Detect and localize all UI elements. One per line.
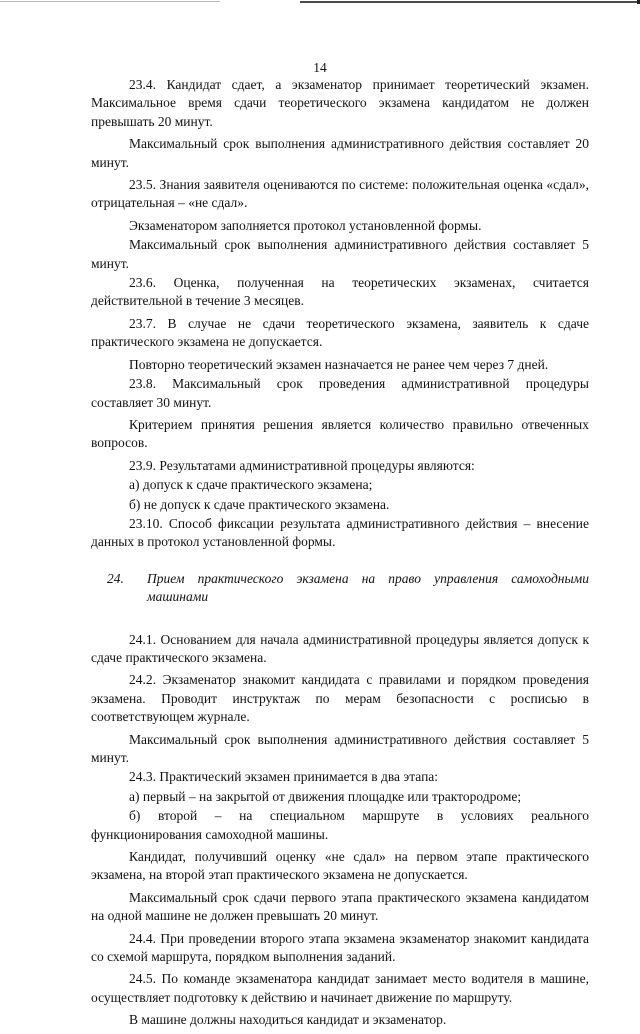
paragraph: Экзаменатором заполняется протокол установленной формы. bbox=[129, 217, 482, 233]
paragraph: 23.7. В случае не сдачи теоретического экзамена, заявитель к сдаче практического экзамена не допускается. bbox=[91, 315, 589, 350]
paragraph: 24.1. Основанием для начала административной процедуры является допуск к сдаче практического экзамена. bbox=[91, 631, 589, 665]
paragraph: 24.2. Экзаменатор знакомит кандидата с правилами и порядком проведения экзамена. Проводит инструктаж по мерам безопасности с росписью в соответствующем журнале. bbox=[91, 672, 589, 725]
page-number: 14 bbox=[313, 60, 327, 75]
paragraph: 24.5. По команде экзаменатора кандидат занимает место водителя в машине, осуществляет подготовку к действию и начинает движение по маршруту. bbox=[91, 971, 589, 1005]
section-number: 24. bbox=[107, 570, 124, 586]
paragraph: 23.4. Кандидат сдает, а экзаменатор принимает теоретический экзамен. Максимальное время сдачи теоретического экзамена кандидатом не должен превышать 20 минут. bbox=[91, 77, 589, 129]
paragraph: Повторно теоретический экзамен назначается не ранее чем через 7 дней. bbox=[129, 356, 549, 372]
paragraph: 23.8. Максимальный срок проведения административной процедуры составляет 30 минут. bbox=[91, 376, 589, 410]
paragraph: 23.6. Оценка, полученная на теоретических экзаменах, считается действительной в течение 3 месяцев. bbox=[91, 275, 589, 309]
document-body bbox=[91, 76, 589, 1034]
paragraph: Максимальный срок выполнения административного действия составляет 20 минут. bbox=[91, 136, 589, 170]
list-item: б) не допуск к сдаче практического экзамена. bbox=[129, 496, 390, 512]
paragraph: 23.5. Знания заявителя оцениваются по системе: положительная оценка «сдал», отрицательная – «не сдал». bbox=[91, 177, 589, 211]
paragraph: Максимальный срок выполнения административного действия составляет 5 минут. bbox=[91, 237, 589, 271]
section-heading bbox=[91, 570, 589, 607]
paragraph: 24.4. При проведении второго этапа экзамена экзаменатор знакомит кандидата со схемой маршрута, порядком выполнения заданий. bbox=[91, 930, 589, 965]
section-title: Прием практического экзамена на право управления самоходными машинами bbox=[147, 570, 589, 605]
paragraph: В машине должны находиться кандидат и экзаменатор. bbox=[129, 1012, 447, 1028]
paragraph: 24.3. Практический экзамен принимается в два этапа: bbox=[129, 769, 439, 785]
scan-edge-line bbox=[0, 1, 220, 2]
list-item: а) первый – на закрытой от движения площадке или трактородроме; bbox=[129, 788, 522, 804]
paragraph: Максимальный срок сдачи первого этапа практического экзамена кандидатом на одной машине не должен превышать 20 минут. bbox=[91, 889, 589, 924]
paragraph: Критерием принятия решения является количество правильно отвеченных вопросов. bbox=[91, 416, 589, 451]
list-item: а) допуск к сдаче практического экзамена; bbox=[129, 477, 373, 493]
scan-edge-line bbox=[300, 1, 637, 3]
paragraph: 23.10. Способ фиксации результата административного действия – внесение данных в протокол установленной формы. bbox=[91, 515, 589, 550]
paragraph: 23.9. Результатами административной процедуры являются: bbox=[129, 457, 475, 473]
scan-top-edge bbox=[0, 0, 640, 4]
paragraph: Максимальный срок выполнения административного действия составляет 5 минут. bbox=[91, 731, 589, 765]
paragraph: Кандидат, получивший оценку «не сдал» на первом этапе практического экзамена, на второй этап практического экзамена не допускается. bbox=[91, 849, 589, 883]
list-item: б) второй – на специальном маршруте в условиях реального функционирования самоходной машины. bbox=[91, 808, 589, 842]
